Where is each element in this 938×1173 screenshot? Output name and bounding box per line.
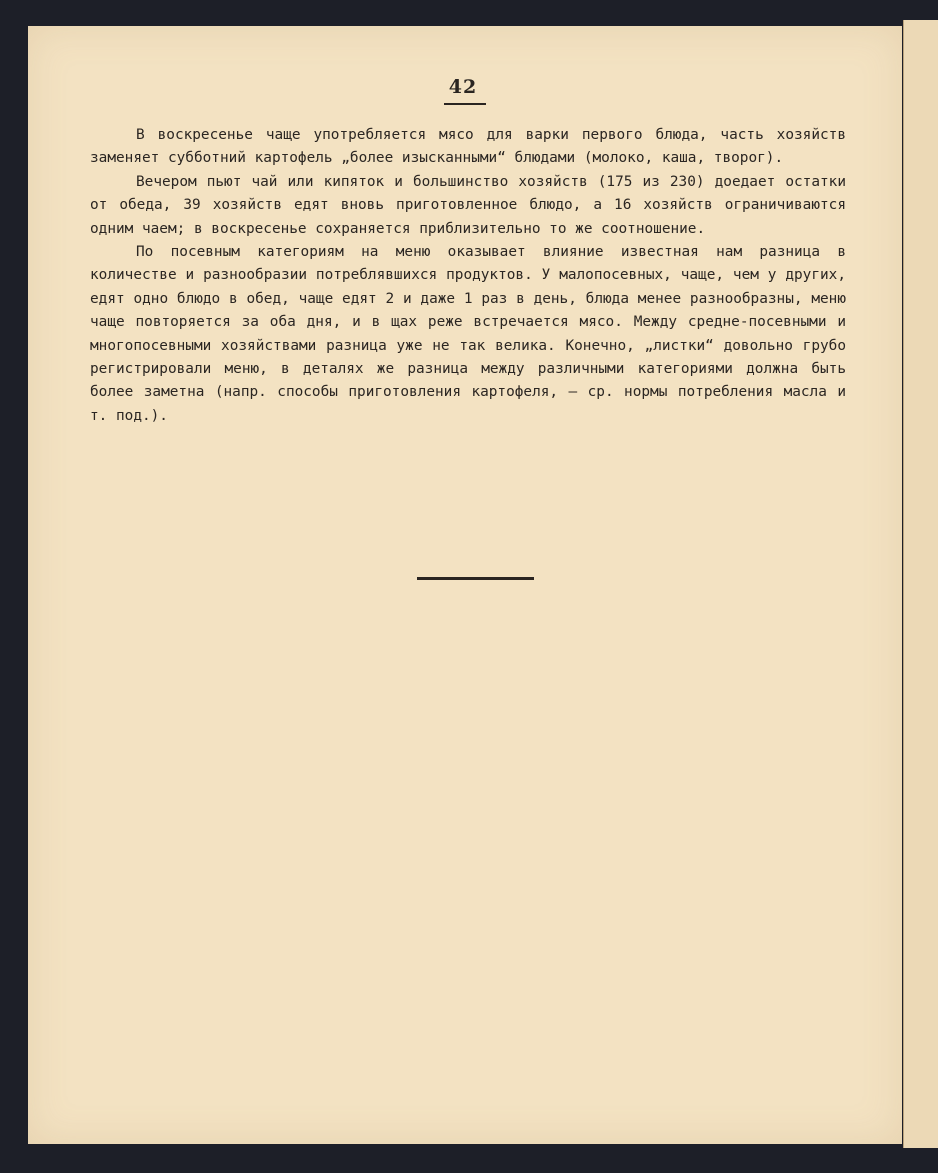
page-number-underline (444, 103, 486, 105)
page-number: 42 (448, 76, 478, 98)
paragraph-evening-meals: Вечером пьют чай или кипяток и большинство хозяйств (175 из 230) доедает остатки от обеда, 39 хозяйств едят вновь приготовленное блюдо, а 16 хозяйств ограничиваются одним чаем; в воскресенье сохраняется приблизительно то же соотношение. (90, 173, 846, 237)
paragraph-sunday-meals: В воскресенье чаще употребляется мясо для варки первого блюда, часть хозяйств заменяет субботний картофель „более изысканными“ блюдами (молоко, каша, творог). (90, 127, 846, 167)
paragraph-sowing-categories: По посевным категориям на меню оказывает влияние известная нам разница в количестве и разнообразии потреблявшихся продуктов. У малопосевных, чаще, чем у других, едят одно блюдо в обед, чаще едят 2 и даже 1 раз в день, блюда менее разнообразны, меню чаще повторяется за оба дня, и в щах реже встречается мясо. Между средне-посевными и многопосевными хозяйствами разница уже не так велика. Конечно, „листки“ довольно грубо регистрировали меню, в деталях же разница между различными категориями должна быть более заметна (напр. способы приготовления картофеля, — ср. нормы потребления масла и т. под.). (90, 244, 846, 424)
section-end-rule (417, 577, 534, 580)
body-text (90, 124, 846, 428)
adjacent-page-edge (903, 20, 938, 1148)
book-page (28, 26, 902, 1144)
